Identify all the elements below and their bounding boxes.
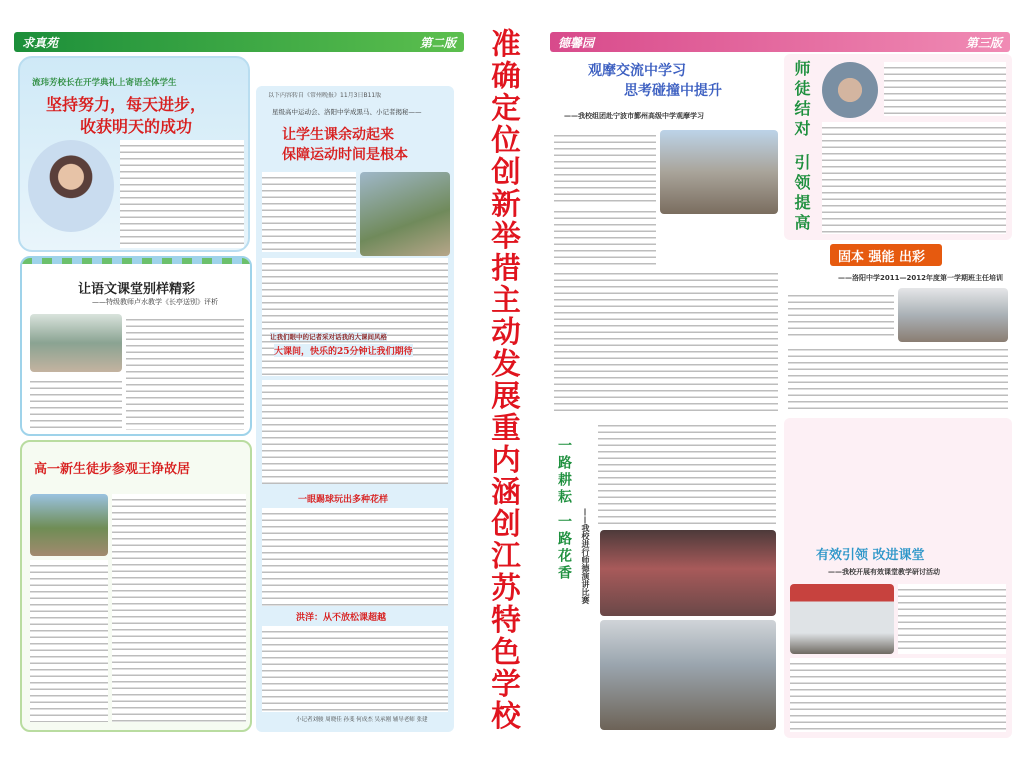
right-story3-subtitle: ——洛阳中学2011—2012年度第一学期班主任培训 — [838, 274, 1003, 282]
story2-sub-3: 一眼踢球玩出多种花样 — [298, 495, 389, 505]
right-story1-body-c — [554, 268, 778, 414]
left-page — [0, 0, 474, 767]
right-story4-box — [550, 418, 782, 738]
story4-body — [112, 494, 246, 722]
story2-body-a — [262, 172, 356, 252]
story2-byline: 星级高中运动会、洛阳中学成黑马、小记者揭秘—— — [272, 108, 422, 116]
left-page-header — [14, 32, 464, 52]
right-story5-body-b — [790, 658, 1006, 732]
principal-photo — [28, 140, 114, 232]
speech-photo-2 — [600, 620, 776, 730]
story1-kicker: 流玮芳校长在开学典礼上寄语全体学生 — [32, 78, 177, 88]
right-story1-subtitle: ——我校组团赴宁波市鄞州高级中学观摩学习 — [564, 112, 704, 120]
right-story1-headline-2: 思考碰撞中提升 — [624, 83, 722, 99]
story2-body-c — [262, 380, 448, 484]
right-story1-box — [550, 54, 782, 414]
right-page — [538, 0, 1024, 767]
classroom-photo — [30, 314, 122, 372]
lecture-photo — [790, 584, 894, 654]
story2-photo — [360, 172, 450, 256]
right-story5-headline: 有效引领 改进课堂 — [816, 548, 925, 563]
right-story3-headline: 固本 强能 出彩 — [838, 250, 926, 265]
training-photo — [898, 288, 1008, 342]
story4-body-b — [30, 560, 108, 722]
story2-credit: 小记者刘骏 周晓佳 孙斐 何成杰 吴承刚 辅导老师 张建 — [296, 717, 428, 723]
school-photo — [660, 130, 778, 214]
story1-body — [120, 140, 244, 248]
story3-box — [20, 256, 252, 436]
story1-box — [18, 56, 250, 252]
story2-headline-1: 让学生课余动起来 — [282, 127, 394, 143]
left-section-name: 求真苑 — [22, 35, 59, 50]
walk-photo — [30, 494, 108, 556]
story4-headline: 高一新生徒步参观王诤故居 — [34, 462, 191, 477]
right-story5-subtitle: ——我校开展有效课堂教学研讨活动 — [828, 568, 940, 576]
story2-sub-1: 让我们眼中的记者采对话我的大课间风格 — [270, 333, 387, 341]
story2-box — [256, 86, 454, 732]
story1-headline-1: 坚持努力，每天进步， — [46, 95, 207, 114]
story2-body-d — [262, 508, 448, 606]
right-story3-box — [784, 242, 1012, 414]
story2-sub-4: 洪洋：从不放松课超越 — [296, 613, 387, 623]
story2-sub-2: 大课间，快乐的25分钟让我们期待 — [274, 344, 413, 357]
right-story5-body-a — [898, 584, 1006, 654]
right-story3-body-a — [788, 290, 894, 338]
right-story2-box — [784, 54, 1012, 240]
right-page-header — [550, 32, 1010, 52]
story3-headline: 让语文课堂别样精彩 — [78, 282, 196, 297]
right-section-name: 德馨园 — [558, 35, 595, 50]
story2-body-b — [262, 258, 448, 376]
story1-headline-2: 收获明天的成功 — [80, 117, 193, 136]
right-story1-body-b — [554, 206, 656, 266]
right-story2-headline-1: 师徒结对 — [792, 60, 811, 140]
right-story2-headline-2: 引领提高 — [792, 154, 811, 234]
spine-band — [474, 0, 538, 767]
spine-headline: 准确定位创新举措主动发展重内涵创江苏特色学校 — [491, 26, 521, 733]
mentor-photo — [822, 62, 878, 118]
story3-body — [126, 314, 244, 430]
right-story1-headline-1: 观摩交流中学习 — [588, 63, 686, 79]
story3-subtitle: ——特级教师卢水教学《长亭送别》评析 — [92, 298, 218, 306]
right-story4-body-a — [598, 420, 776, 526]
right-story4-headline-1: 一路耕耘 — [556, 438, 572, 506]
right-story2-body-b — [822, 122, 1006, 234]
right-story4-headline-2: 一路花香 — [556, 514, 572, 582]
story3-body-b — [30, 376, 122, 430]
right-page-label: 第三版 — [965, 35, 1002, 50]
right-story5-box — [784, 418, 1012, 738]
right-story2-body-a — [884, 62, 1006, 116]
right-story3-body-b — [788, 344, 1008, 410]
right-story1-body-a — [554, 130, 656, 202]
left-page-label: 第二版 — [419, 35, 456, 50]
story4-box — [20, 440, 252, 732]
story2-kicker: 以下内容转自《常州晚报》11月3日B11版 — [268, 92, 382, 99]
speech-photo-1 — [600, 530, 776, 616]
story2-headline-2: 保障运动时间是根本 — [282, 147, 408, 163]
right-story4-side: ——我校进行师德演讲比赛 — [581, 508, 590, 604]
story2-body-e — [262, 626, 448, 712]
